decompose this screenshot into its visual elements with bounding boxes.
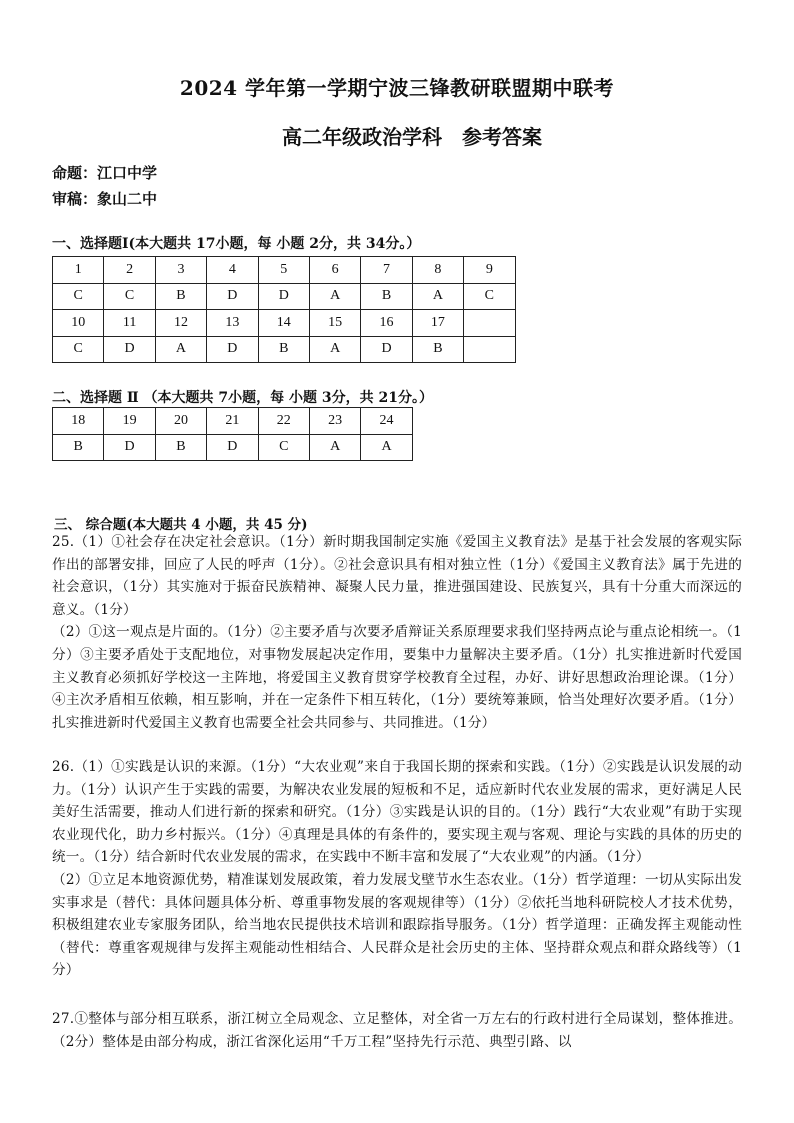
section2-row bbox=[53, 408, 413, 435]
section1-question-number: 1 bbox=[53, 257, 104, 284]
section1-question-number: 15 bbox=[309, 310, 360, 337]
section2-answer-cell: D bbox=[207, 434, 258, 461]
reviewer-line: 审稿：象山二中 bbox=[52, 190, 158, 208]
section1-answer-table bbox=[52, 256, 516, 363]
section1-question-number: 11 bbox=[104, 310, 155, 337]
section1-question-number: 9 bbox=[464, 257, 515, 284]
section2-answer-cell: A bbox=[309, 434, 360, 461]
section1-answer-cell: D bbox=[207, 283, 258, 310]
section2-question-number: 21 bbox=[207, 408, 258, 435]
section3-heading: 三、 综合题(本大题共 4 小题，共 45 分) bbox=[54, 517, 308, 533]
section1-answer-cell: B bbox=[361, 283, 412, 310]
section2-answer-cell: D bbox=[104, 434, 155, 461]
section1-answer-cell: B bbox=[412, 336, 463, 363]
section1-answer-cell: B bbox=[258, 336, 309, 363]
section1-question-number: 7 bbox=[361, 257, 412, 284]
answer-27-part1: 27.①整体与部分相互联系，浙江树立全局观念、立足整体，对全省一万左右的行政村进行全局谋划，整体推进。（2分）整体是由部分构成，浙江省深化运用“千万工程”坚持先行示范、典型引路、以 bbox=[52, 1011, 742, 1050]
section1-answer-cell bbox=[464, 336, 515, 363]
section1-question-number: 10 bbox=[53, 310, 104, 337]
section1-answer-cell: D bbox=[104, 336, 155, 363]
section2-answer-table bbox=[52, 407, 413, 461]
section2-heading: 二、选择题 Ⅱ （本大题共 7小题，每 小题 3分，共 21分。） bbox=[52, 390, 434, 406]
section1-answer-cell: C bbox=[53, 283, 104, 310]
answer-25 bbox=[52, 531, 742, 734]
answer-25-part2: （2）①这一观点是片面的。（1分）②主要矛盾与次要矛盾辩证关系原理要求我们坚持两点论与重点论相统一。（1分）③主要矛盾处于支配地位，对事物发展起决定作用，要集中力量解决主要矛盾。（1分）扎实推进新时代爱国主义教育必须抓好学校这一主阵地，将爱国主义教育贯穿学校教育全过程，办好、讲好思想政治理论课。（1分）④主次矛盾相互依赖，相互影响，并在一定条件下相互转化，（1分）要统筹兼顾，恰当处理好次要矛盾。（1分）扎实推进新时代爱国主义教育也需要全社会共同参与、共同推进。（1分） bbox=[52, 624, 742, 731]
section2-answer-cell: B bbox=[53, 434, 104, 461]
author-line: 命题：江口中学 bbox=[52, 164, 158, 182]
answer-27 bbox=[52, 1008, 742, 1053]
answer-26 bbox=[52, 756, 742, 982]
section1-question-number: 5 bbox=[258, 257, 309, 284]
section1-row bbox=[53, 310, 516, 337]
section1-question-number: 17 bbox=[412, 310, 463, 337]
section2-row bbox=[53, 434, 413, 461]
section1-row bbox=[53, 336, 516, 363]
section1-question-number: 14 bbox=[258, 310, 309, 337]
section1-question-number: 13 bbox=[207, 310, 258, 337]
section1-row bbox=[53, 283, 516, 310]
section1-answer-cell: C bbox=[464, 283, 515, 310]
section2-question-number: 18 bbox=[53, 408, 104, 435]
section1-question-number: 2 bbox=[104, 257, 155, 284]
section1-question-number: 6 bbox=[309, 257, 360, 284]
section1-answer-cell: A bbox=[309, 283, 360, 310]
section2-answer-cell: B bbox=[155, 434, 206, 461]
section1-answer-cell: B bbox=[155, 283, 206, 310]
section2-answer-cell: C bbox=[258, 434, 309, 461]
section1-question-number: 8 bbox=[412, 257, 463, 284]
section1-answer-cell: A bbox=[155, 336, 206, 363]
section1-heading: 一、选择题Ⅰ(本大题共 17小题，每 小题 2分，共 34分。） bbox=[52, 236, 421, 252]
document-title: 2024 学年第一学期宁波三锋教研联盟期中联考 bbox=[179, 76, 615, 100]
section1-question-number: 4 bbox=[207, 257, 258, 284]
section1-answer-cell: D bbox=[361, 336, 412, 363]
answer-26-part1: 26.（1）①实践是认识的来源。（1分）“大农业观”来自于我国长期的探索和实践。（1分）②实践是认识发展的动力。（1分）认识产生于实践的需要，为解决农业发展的短板和不足，适应新时代农业发展的需求，更好满足人民美好生活需要，推动人们进行新的探索和研究。（1分）③实践是认识的目的。（1分）践行“大农业观”有助于实现农业现代化，助力乡村振兴。（1分）④真理是具体的有条件的，要实现主观与客观、理论与实践的具体的历史的统一。（1分）结合新时代农业发展的需求，在实践中不断丰富和发展了“大农业观”的内涵。（1分） bbox=[52, 759, 742, 866]
section1-answer-cell: A bbox=[412, 283, 463, 310]
section1-answer-cell: D bbox=[207, 336, 258, 363]
section2-question-number: 19 bbox=[104, 408, 155, 435]
section2-question-number: 22 bbox=[258, 408, 309, 435]
answer-26-part2: （2）①立足本地资源优势，精准谋划发展政策，着力发展戈壁节水生态农业。（1分）哲学道理：一切从实际出发实事求是（替代：具体问题具体分析、尊重事物发展的客观规律等）（1分）②依托当地科研院校人才技术优势，积极组建农业专家服务团队，给当地农民提供技术培训和跟踪指导服务。（1分）哲学道理：正确发挥主观能动性（替代：尊重客观规律与发挥主观能动性相结合、人民群众是社会历史的主体、坚持群众观点和群众路线等）（1分） bbox=[52, 871, 742, 979]
document-subtitle: 高二年级政治学科 参考答案 bbox=[282, 125, 542, 149]
section2-question-number: 24 bbox=[361, 408, 412, 435]
section1-answer-cell: D bbox=[258, 283, 309, 310]
section1-question-number bbox=[464, 310, 515, 337]
section1-question-number: 16 bbox=[361, 310, 412, 337]
section2-question-number: 20 bbox=[155, 408, 206, 435]
section1-answer-cell: C bbox=[104, 283, 155, 310]
answer-25-part1: 25.（1）①社会存在决定社会意识。（1分）新时期我国制定实施《爱国主义教育法》是基于社会发展的客观实际作出的部署安排，回应了人民的呼声（1分）。②社会意识具有相对独立性（1分）《爱国主义教育法》属于先进的社会意识，（1分）其实施对于振奋民族精神、凝聚人民力量，推进强国建设、民族复兴，具有十分重大而深远的意义。（1分） bbox=[52, 534, 742, 618]
section2-question-number: 23 bbox=[309, 408, 360, 435]
section1-answer-cell: C bbox=[53, 336, 104, 363]
section2-answer-cell: A bbox=[361, 434, 412, 461]
section1-question-number: 3 bbox=[155, 257, 206, 284]
section1-answer-cell: A bbox=[309, 336, 360, 363]
section1-question-number: 12 bbox=[155, 310, 206, 337]
section1-row bbox=[53, 257, 516, 284]
